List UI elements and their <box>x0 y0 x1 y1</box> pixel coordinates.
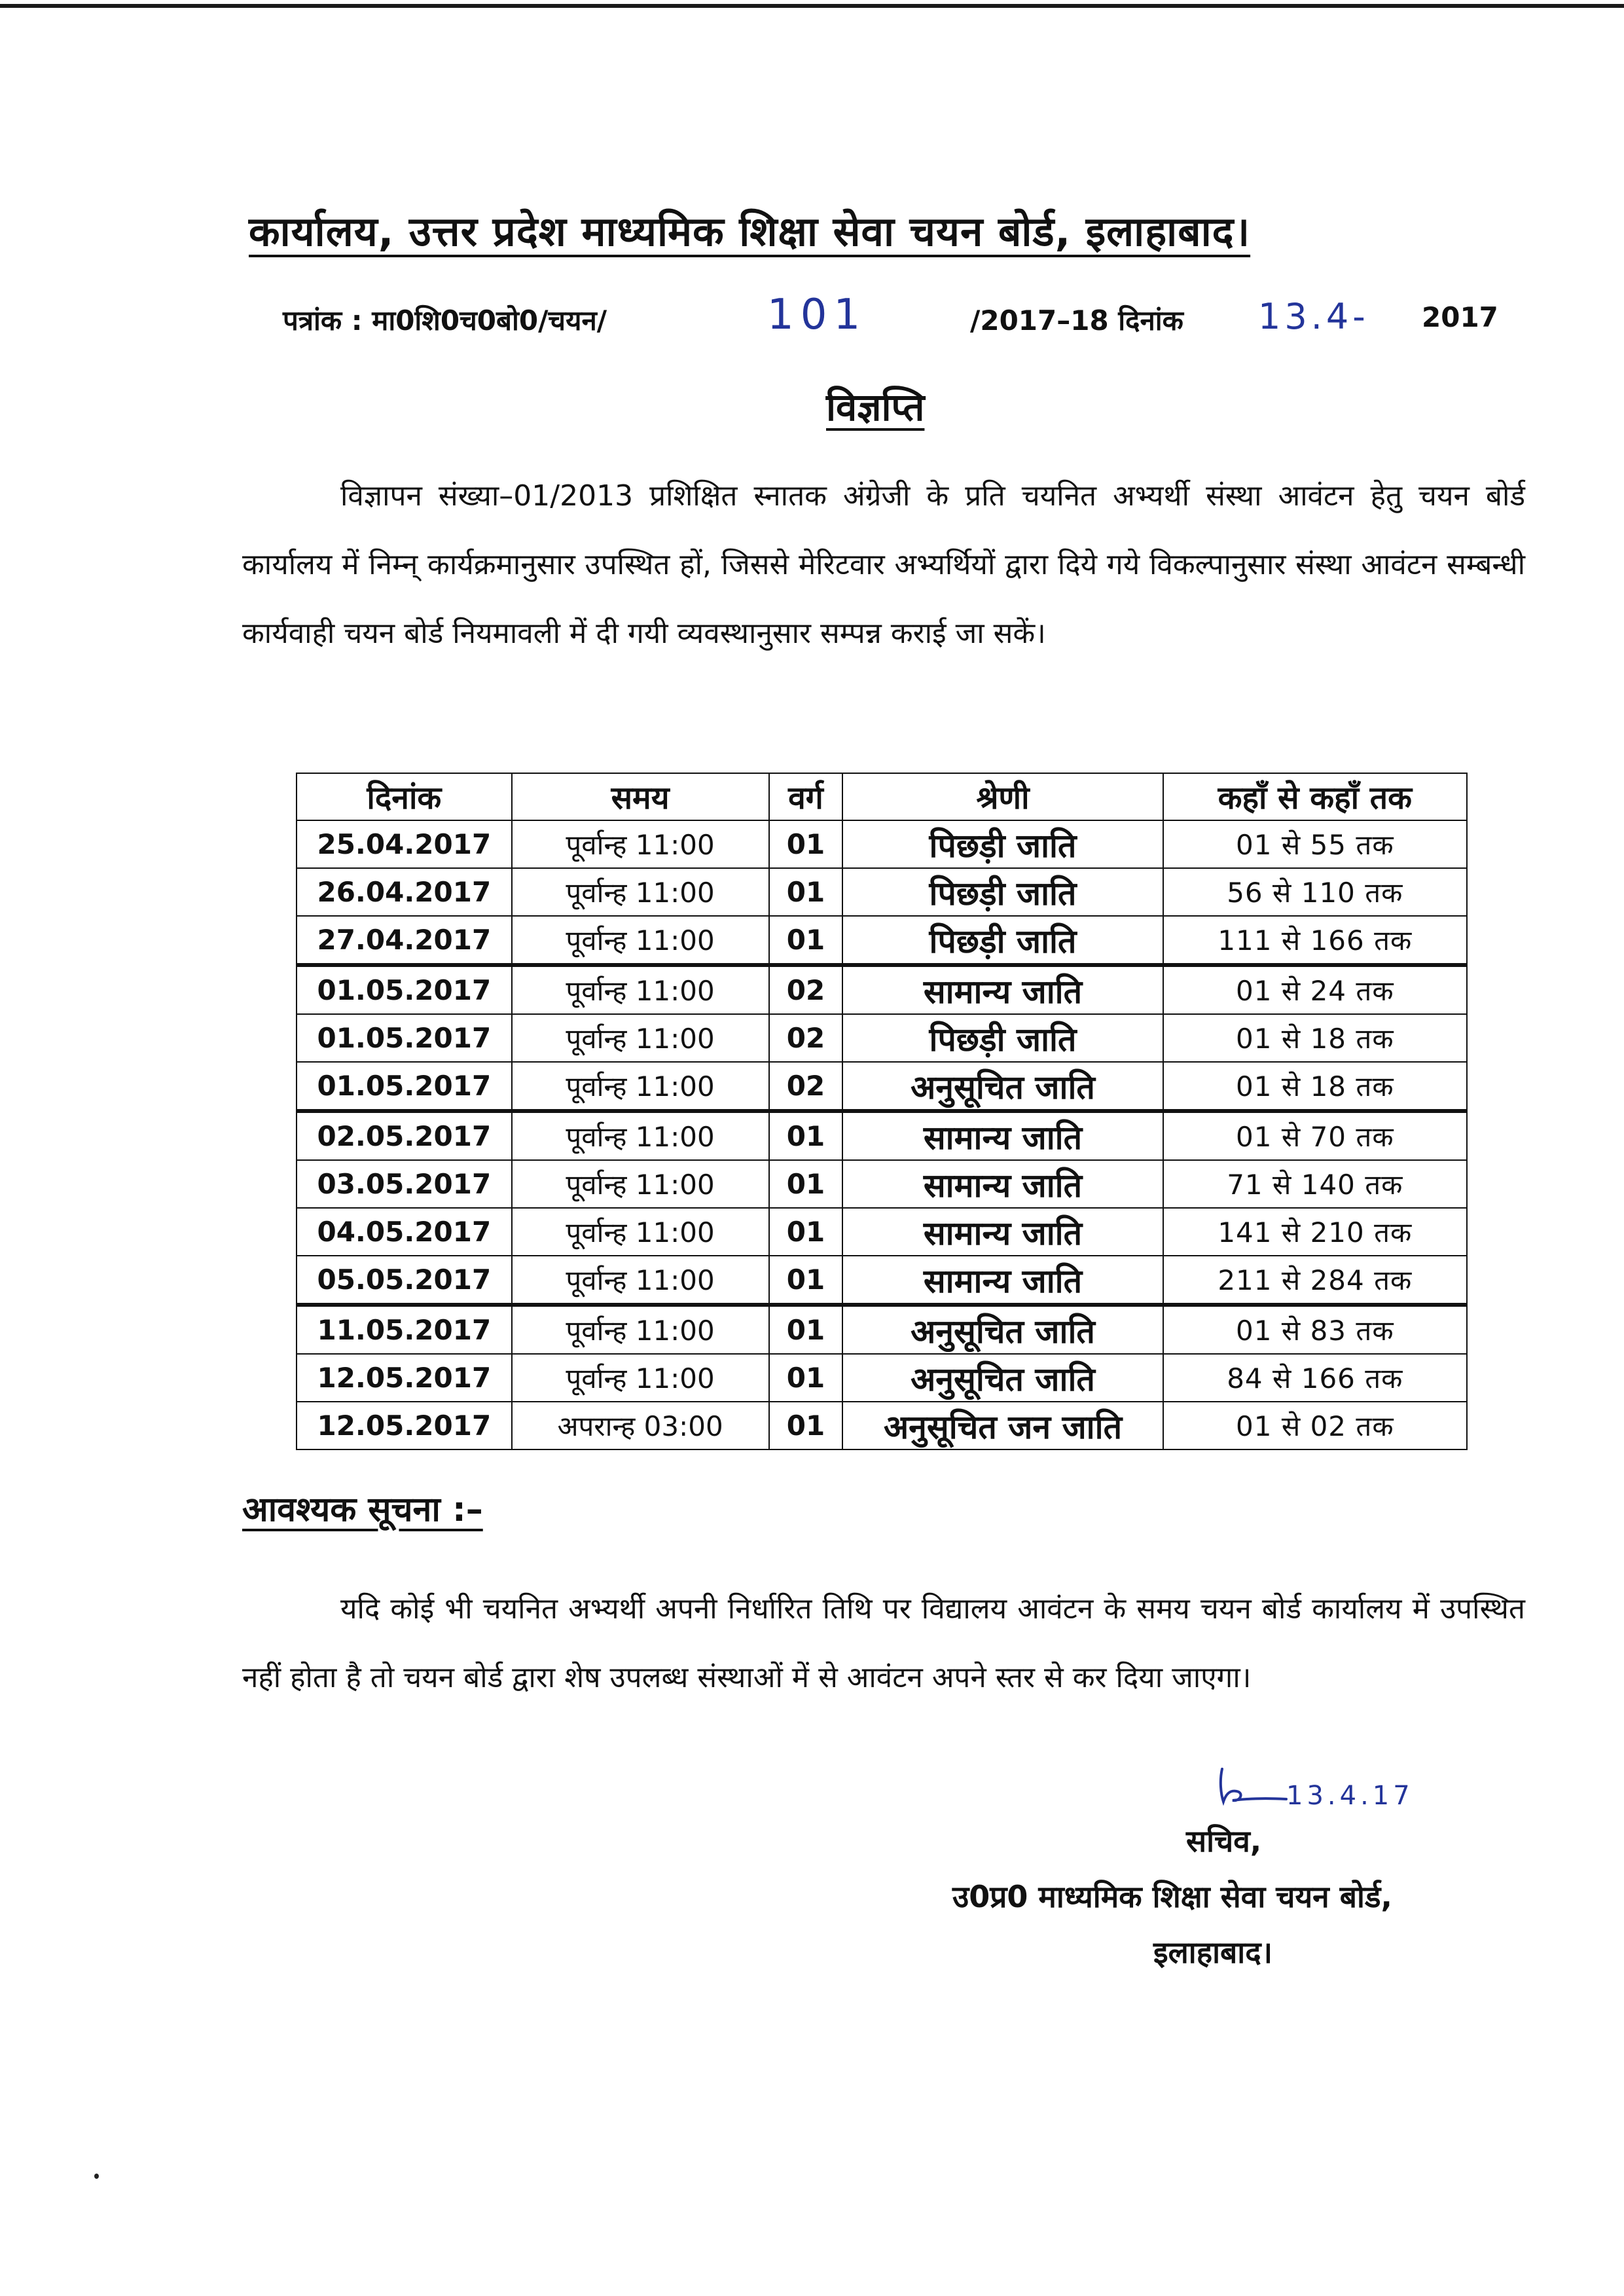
cell-class: 01 <box>769 1402 843 1449</box>
header-time: समय <box>512 773 769 820</box>
cell-class: 01 <box>769 868 843 916</box>
cell-time: पूर्वान्ह 11:00 <box>512 820 769 868</box>
cell-range: 71 से 140 तक <box>1163 1160 1467 1208</box>
signatory-organization: उ0प्र0 माध्यमिक शिक्षा सेवा चयन बोर्ड, <box>952 1879 1392 1914</box>
intro-paragraph: विज्ञापन संख्या–01/2013 प्रशिक्षित स्नातक अंग्रेजी के प्रति चयनित अभ्यर्थी संस्था आवंटन हेतु चयन बोर्ड कार्यालय में निम्न् कार्यक्रमानुसार उपस्थित हों, जिससे मेरिटवार अभ्यर्थियों द्वारा दिये गये विकल्पानुसार संस्था आवंटन सम्बन्धी कार्यवाही चयन बोर्ड नियमावली में दी गयी व्यवस्थानुसार सम्पन्न कराई जा सकें। <box>242 479 1525 650</box>
cell-range: 01 से 83 तक <box>1163 1305 1467 1354</box>
table-row <box>297 1256 1467 1305</box>
signature-scribble <box>1214 1761 1293 1820</box>
cell-range: 01 से 18 तक <box>1163 1014 1467 1062</box>
cell-date: 26.04.2017 <box>297 868 512 916</box>
scan-speck <box>94 2174 99 2179</box>
table-header-row <box>297 773 1467 820</box>
cell-class: 01 <box>769 1354 843 1402</box>
cell-date: 01.05.2017 <box>297 1014 512 1062</box>
cell-date: 11.05.2017 <box>297 1305 512 1354</box>
table-row <box>297 1014 1467 1062</box>
top-border-rule <box>0 4 1624 8</box>
table-row <box>297 1354 1467 1402</box>
cell-category: सामान्य जाति <box>842 965 1163 1014</box>
table-row <box>297 1111 1467 1160</box>
cell-range: 211 से 284 तक <box>1163 1256 1467 1305</box>
cell-range: 56 से 110 तक <box>1163 868 1467 916</box>
important-notice-paragraph: यदि कोई भी चयनित अभ्यर्थी अपनी निर्धारित तिथि पर विद्यालय आवंटन के समय चयन बोर्ड कार्यालय में उपस्थित नहीं होता है तो चयन बोर्ड द्वारा शेष उपलब्ध संस्थाओं में से आवंटन अपने स्तर से कर दिया जाएगा। <box>242 1592 1525 1694</box>
table-row <box>297 868 1467 916</box>
cell-range: 84 से 166 तक <box>1163 1354 1467 1402</box>
cell-category: सामान्य जाति <box>842 1208 1163 1256</box>
cell-category: पिछड़ी जाति <box>842 1014 1163 1062</box>
cell-class: 01 <box>769 916 843 965</box>
cell-category: सामान्य जाति <box>842 1160 1163 1208</box>
header-range: कहाँ से कहाँ तक <box>1163 773 1467 820</box>
cell-time: अपरान्ह 03:00 <box>512 1402 769 1449</box>
cell-date: 01.05.2017 <box>297 1062 512 1111</box>
cell-date: 05.05.2017 <box>297 1256 512 1305</box>
cell-date: 02.05.2017 <box>297 1111 512 1160</box>
header-class: वर्ग <box>769 773 843 820</box>
cell-date: 25.04.2017 <box>297 820 512 868</box>
cell-range: 01 से 18 तक <box>1163 1062 1467 1111</box>
cell-class: 01 <box>769 1111 843 1160</box>
cell-class: 01 <box>769 1208 843 1256</box>
allotment-schedule-table <box>296 773 1468 1450</box>
cell-time: पूर्वान्ह 11:00 <box>512 868 769 916</box>
cell-category: अनुसूचित जाति <box>842 1354 1163 1402</box>
cell-class: 01 <box>769 1305 843 1354</box>
cell-class: 01 <box>769 1160 843 1208</box>
cell-class: 02 <box>769 1014 843 1062</box>
cell-time: पूर्वान्ह 11:00 <box>512 1354 769 1402</box>
header-category: श्रेणी <box>842 773 1163 820</box>
cell-time: पूर्वान्ह 11:00 <box>512 1014 769 1062</box>
cell-range: 01 से 70 तक <box>1163 1111 1467 1160</box>
cell-date: 12.05.2017 <box>297 1354 512 1402</box>
header-date: दिनांक <box>297 773 512 820</box>
cell-range: 141 से 210 तक <box>1163 1208 1467 1256</box>
table-row <box>297 1062 1467 1111</box>
important-notice-heading: आवश्यक सूचना :– <box>242 1490 483 1529</box>
cell-class: 01 <box>769 820 843 868</box>
cell-time: पूर्वान्ह 11:00 <box>512 1111 769 1160</box>
table-row <box>297 1160 1467 1208</box>
reference-session: /2017–18 दिनांक <box>970 304 1183 337</box>
table-row <box>297 820 1467 868</box>
cell-category: अनुसूचित जाति <box>842 1305 1163 1354</box>
cell-category: अनुसूचित जन जाति <box>842 1402 1163 1449</box>
cell-category: पिछड़ी जाति <box>842 916 1163 965</box>
notice-title: विज्ञप्ति <box>826 385 925 429</box>
cell-category: पिछड़ी जाति <box>842 868 1163 916</box>
cell-category: सामान्य जाति <box>842 1111 1163 1160</box>
cell-range: 01 से 24 तक <box>1163 965 1467 1014</box>
cell-time: पूर्वान्ह 11:00 <box>512 1305 769 1354</box>
cell-class: 02 <box>769 1062 843 1111</box>
table-body <box>297 820 1467 1449</box>
cell-category: सामान्य जाति <box>842 1256 1163 1305</box>
cell-date: 03.05.2017 <box>297 1160 512 1208</box>
table-row <box>297 965 1467 1014</box>
cell-range: 01 से 55 तक <box>1163 820 1467 868</box>
table-row <box>297 916 1467 965</box>
cell-date: 01.05.2017 <box>297 965 512 1014</box>
cell-time: पूर्वान्ह 11:00 <box>512 1208 769 1256</box>
cell-range: 111 से 166 तक <box>1163 916 1467 965</box>
cell-class: 01 <box>769 1256 843 1305</box>
table-row <box>297 1305 1467 1354</box>
table-row <box>297 1208 1467 1256</box>
cell-category: पिछड़ी जाति <box>842 820 1163 868</box>
cell-time: पूर्वान्ह 11:00 <box>512 916 769 965</box>
cell-time: पूर्वान्ह 11:00 <box>512 1160 769 1208</box>
reference-date-handwritten: 13.4- <box>1258 296 1369 337</box>
office-header: कार्यालय, उत्तर प्रदेश माध्यमिक शिक्षा सेवा चयन बोर्ड, इलाहाबाद। <box>249 208 1251 255</box>
cell-time: पूर्वान्ह 11:00 <box>512 965 769 1014</box>
table-row <box>297 1402 1467 1449</box>
reference-number-handwritten: 101 <box>767 291 867 339</box>
cell-time: पूर्वान्ह 11:00 <box>512 1062 769 1111</box>
reference-year: 2017 <box>1422 301 1498 333</box>
cell-range: 01 से 02 तक <box>1163 1402 1467 1449</box>
cell-date: 27.04.2017 <box>297 916 512 965</box>
cell-date: 04.05.2017 <box>297 1208 512 1256</box>
signatory-city: इलाहाबाद। <box>1153 1935 1273 1970</box>
signatory-designation: सचिव, <box>1186 1823 1262 1859</box>
cell-date: 12.05.2017 <box>297 1402 512 1449</box>
reference-prefix: पत्रांक : मा0शि0च0बो0/चयन/ <box>283 304 607 337</box>
cell-time: पूर्वान्ह 11:00 <box>512 1256 769 1305</box>
signature-date-handwritten: 13.4.17 <box>1286 1781 1414 1811</box>
cell-class: 02 <box>769 965 843 1014</box>
cell-category: अनुसूचित जाति <box>842 1062 1163 1111</box>
